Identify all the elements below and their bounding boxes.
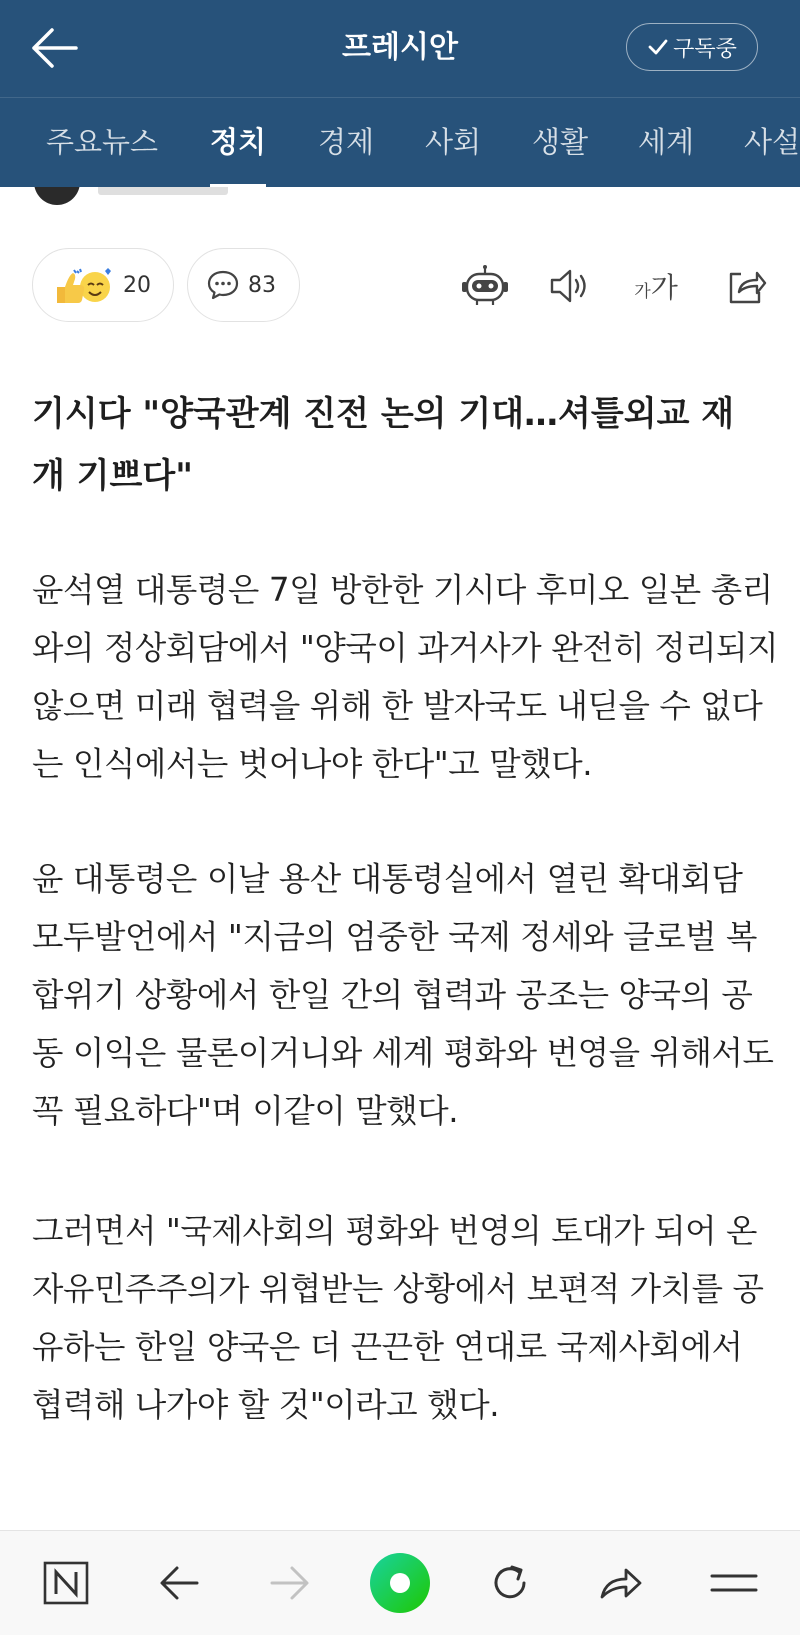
tab-politics[interactable]: 정치 <box>210 98 266 187</box>
share-button[interactable] <box>720 262 772 310</box>
tab-editorial[interactable]: 사설 <box>744 125 800 159</box>
browser-back-button[interactable] <box>147 1551 211 1615</box>
refresh-button[interactable] <box>478 1551 542 1615</box>
back-button[interactable] <box>28 22 80 74</box>
tab-society[interactable]: 사회 <box>425 125 482 159</box>
author-name-clipped <box>98 187 228 195</box>
menu-icon <box>710 1568 758 1598</box>
refresh-icon <box>488 1561 532 1605</box>
back-arrow-icon <box>157 1563 201 1603</box>
back-arrow-icon <box>30 26 78 70</box>
forward-arrow-icon <box>268 1563 312 1603</box>
subscribe-button[interactable] <box>626 23 758 71</box>
comment-icon <box>206 269 240 301</box>
article-paragraph-1: 윤석열 대통령은 7일 방한한 기시다 후미오 일본 총리와의 정상회담에서 "양국이 과거사가 완전히 정리되지 않으면 미래 협력을 위해 한 발자국도 내딛을 수 없다는 인식에서는 벗어나야 한다"고 말했다. <box>32 571 779 783</box>
app-header <box>0 0 800 97</box>
reaction-button[interactable] <box>32 248 174 322</box>
tab-world[interactable]: 세계 <box>638 125 695 159</box>
read-aloud-button[interactable] <box>544 262 596 310</box>
summary-bot-button[interactable] <box>459 262 511 310</box>
green-dot-icon <box>368 1551 432 1615</box>
share-arrow-icon <box>598 1563 646 1603</box>
tab-life[interactable]: 생활 <box>532 125 589 159</box>
comment-count: 83 <box>248 272 276 298</box>
browser-forward-button[interactable] <box>258 1551 322 1615</box>
naver-n-icon <box>42 1560 90 1606</box>
author-row <box>0 187 800 207</box>
font-size-icon: 가 가 <box>634 271 678 304</box>
comment-button[interactable] <box>187 248 300 322</box>
category-tabs <box>0 97 800 187</box>
bottom-toolbar <box>0 1530 800 1635</box>
article-headline: 기시다 "양국관계 진전 논의 기대…셔틀외교 재개 기쁘다" <box>32 394 735 496</box>
green-dot-button[interactable] <box>368 1551 432 1615</box>
menu-button[interactable] <box>702 1551 766 1615</box>
check-icon <box>647 37 669 57</box>
article-paragraph-2: 윤 대통령은 이날 용산 대통령실에서 열린 확대회담 모두발언에서 "지금의 엄중한 국제 정세와 글로벌 복합위기 상황에서 한일 간의 협력과 공조는 양국의 공동 이익은 물론이거니와 세계 평화와 번영을 위해서도 꼭 필요하다"며 이같이 말했다. <box>32 860 774 1130</box>
share-icon <box>725 266 767 306</box>
emoji-reaction-icon <box>51 265 115 305</box>
reaction-count: 20 <box>123 272 151 298</box>
tab-economy[interactable]: 경제 <box>318 125 375 159</box>
subscribe-label: 구독중 <box>673 36 737 62</box>
font-size-button[interactable] <box>628 262 684 310</box>
article-paragraph-3: 그러면서 "국제사회의 평화와 번영의 토대가 되어 온 자유민주주의가 위협받는 상황에서 보편적 가치를 공유하는 한일 양국은 더 끈끈한 연대로 국제사회에서 협력해 나가야 할 것"이라고 했다. <box>32 1212 764 1424</box>
avatar <box>34 187 80 205</box>
tab-main-news[interactable]: 주요뉴스 <box>46 125 159 159</box>
page-title: 프레시안 <box>342 30 458 65</box>
naver-home-button[interactable] <box>34 1551 98 1615</box>
speaker-icon <box>548 266 592 306</box>
share-page-button[interactable] <box>590 1551 654 1615</box>
robot-icon <box>461 264 509 308</box>
